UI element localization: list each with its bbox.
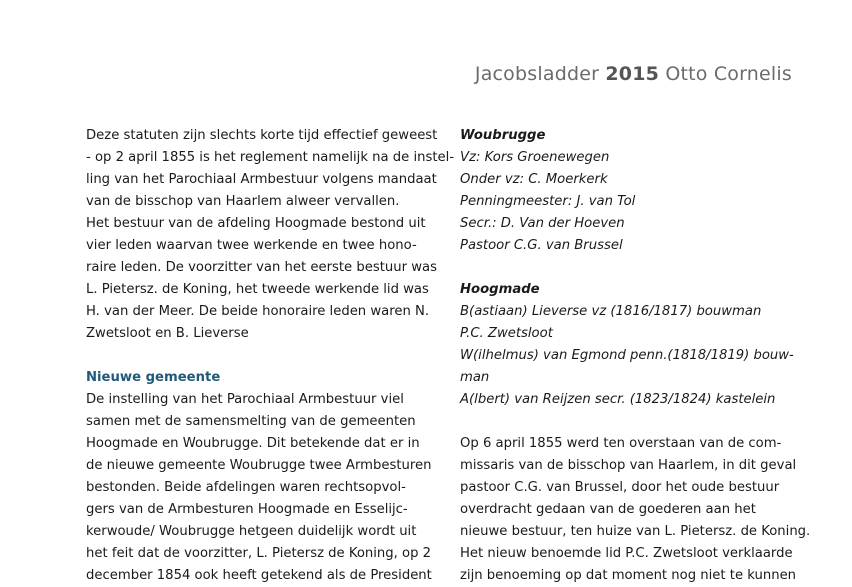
board-member-line: Secr.: D. Van der Hoeven (460, 216, 625, 231)
body-line: Het bestuur van de afdeling Hoogmade bestond uit (86, 216, 426, 231)
board-member-line: Pastoor C.G. van Brussel (460, 238, 623, 253)
body-line: - op 2 april 1855 is het reglement namelijk na de instel- (86, 150, 455, 165)
body-line: vier leden waarvan twee werkende en twee hono- (86, 238, 417, 253)
body-line: missaris van de bisschop van Haarlem, in dit geval (460, 458, 797, 473)
paragraph-gap (460, 411, 805, 433)
body-line: gers van de Armbesturen Hoogmade en Esselijc- (86, 502, 408, 517)
body-line: ling van het Parochiaal Armbestuur volgens mandaat (86, 172, 437, 187)
paragraph-gap (86, 345, 436, 367)
publication-year: 2015 (605, 63, 660, 85)
body-line: de nieuwe gemeente Woubrugge twee Armbesturen (86, 458, 432, 473)
body-line: het feit dat de voorzitter, L. Pietersz de Koning, op 2 (86, 546, 432, 561)
right-column (460, 125, 811, 587)
body-line: H. van der Meer. De beide honoraire leden waren N. (86, 304, 430, 319)
body-line: van de bisschop van Haarlem alweer vervallen. (86, 194, 400, 209)
body-line: samen met de samensmelting van de gemeenten (86, 414, 416, 429)
body-line: Het nieuw benoemde lid P.C. Zwetsloot verklaarde (460, 546, 793, 561)
left-column (86, 125, 455, 587)
woubrugge-heading: Woubrugge (460, 128, 546, 143)
section-heading: Nieuwe gemeente (86, 370, 221, 385)
body-line: Zwetsloot en B. Lieverse (86, 326, 249, 341)
body-line: zijn benoeming op dat moment nog niet te kunnen (460, 568, 797, 583)
body-line: bestonden. Beide afdelingen waren rechtsopvol- (86, 480, 406, 495)
body-line: overdracht gedaan van de goederen aan het (460, 502, 756, 517)
board-member-line: P.C. Zwetsloot (460, 326, 553, 341)
paragraph-gap (460, 257, 805, 279)
body-line: De instelling van het Parochiaal Armbestuur viel (86, 392, 404, 407)
hoogmade-heading: Hoogmade (460, 282, 540, 297)
body-line: Deze statuten zijn slechts korte tijd effectief geweest (86, 128, 438, 143)
board-member-line: Penningmeester: J. van Tol (460, 194, 636, 209)
board-member-line: Onder vz: C. Moerkerk (460, 172, 608, 187)
body-line: L. Pietersz. de Koning, het tweede werkende lid was (86, 282, 429, 297)
body-line: kerwoude/ Woubrugge hetgeen duidelijk wordt uit (86, 524, 417, 539)
board-member-line: Vz: Kors Groenewegen (460, 150, 610, 165)
board-member-line: man (460, 370, 490, 385)
body-line: Op 6 april 1855 werd ten overstaan van de com- (460, 436, 782, 451)
body-line: raire leden. De voorzitter van het eerste bestuur was (86, 260, 437, 275)
author-name: Otto Cornelis (665, 63, 792, 85)
body-line: nieuwe bestuur, ten huize van L. Pietersz. de Koning. (460, 524, 811, 539)
board-member-line: W(ilhelmus) van Egmond penn.(1818/1819) bouw- (460, 348, 794, 363)
board-member-line: A(lbert) van Reijzen secr. (1823/1824) kastelein (460, 392, 776, 407)
body-line: pastoor C.G. van Brussel, door het oude bestuur (460, 480, 780, 495)
board-member-line: B(astiaan) Lieverse vz (1816/1817) bouwman (460, 304, 762, 319)
publication-title: Jacobsladder (474, 63, 600, 85)
body-line: Hoogmade en Woubrugge. Dit betekende dat er in (86, 436, 420, 451)
body-line: december 1854 ook heeft getekend als de President (86, 568, 432, 583)
running-header (475, 63, 792, 85)
